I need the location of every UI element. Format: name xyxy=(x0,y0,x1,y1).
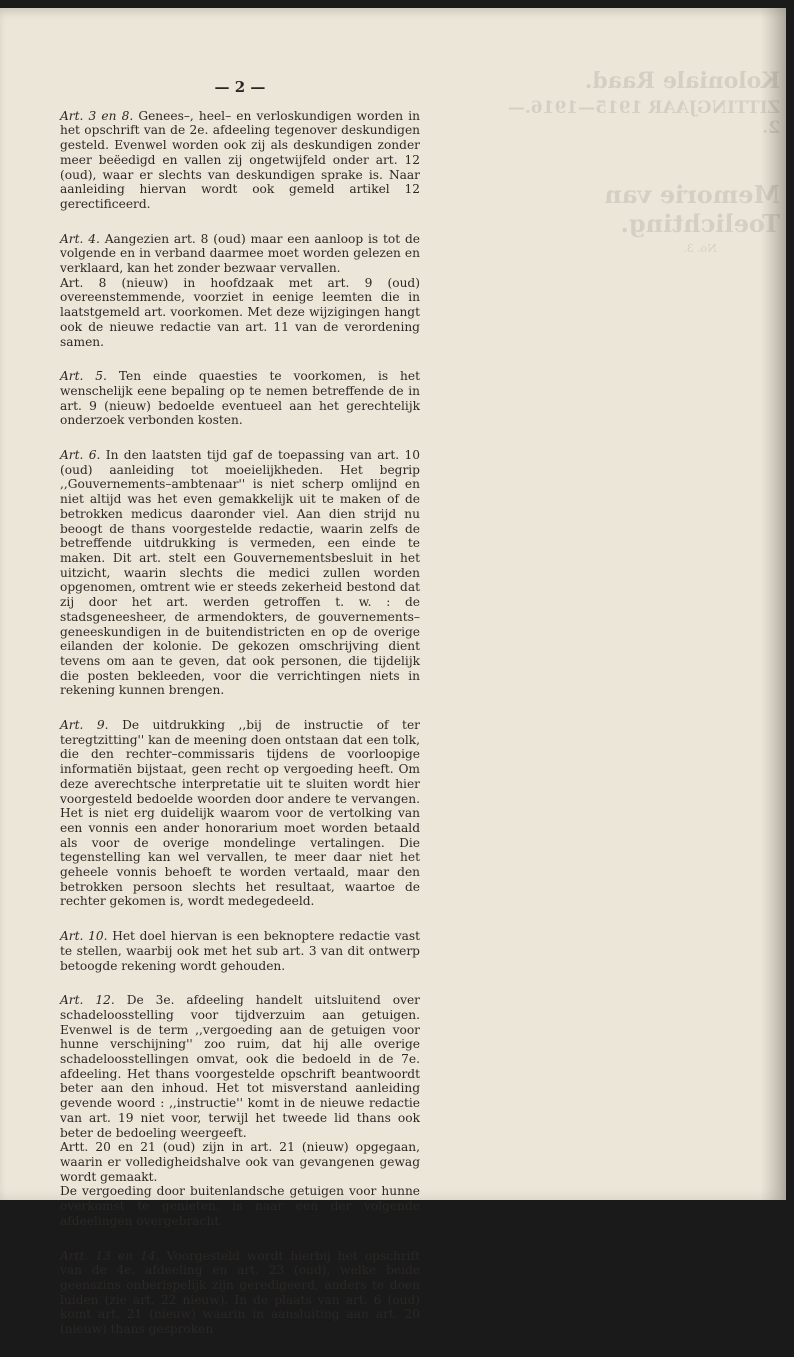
article-label: Artt. 13 en 14. xyxy=(60,1248,160,1263)
article-paragraph xyxy=(60,993,420,1228)
article-continuation: De vergoeding door buitenlandsche getuigen voor hunne overkomst te genieten, is naar een der volgende afdeelingen overgebracht. xyxy=(60,1184,420,1228)
article-label: Art. 4. xyxy=(60,231,100,246)
bleed-through-text: Koloniale Raad. ZITTINGJAAR 1915—1916.— Memorie van Toelichting. No. 3. xyxy=(507,68,780,255)
article-text: De 3e. afdeeling handelt uitsluitend over schadeloosstelling voor tijdverzuim aan getuigen. Evenwel is de term ,,vergoeding aan de getuigen voor hunne verschijning'' zoo ruim, dat hij alle overige schadeloosstellingen omvat, ook die bedoeld in de 7e. afdeeling. Het thans voorgestelde opschrift beantwoordt beter aan den inhoud. Het tot misverstand aanleiding gevende woord : ,,instructie'' komt in de nieuwe redactie van art. 19 niet voor, terwijl het tweede lid thans ook beter de bedoeling weergeeft. xyxy=(60,993,421,1140)
page-number: — 2 — xyxy=(214,78,266,96)
article-paragraph xyxy=(60,232,420,350)
article-label: Art. 12. xyxy=(60,993,115,1008)
article-label: Art. 9. xyxy=(60,718,109,733)
article-text: Genees–, heel– en verloskundigen worden in het opschrift van de 2e. afdeeling tegenover deskundigen gesteld. Evenwel worden ook zij als deskundigen zonder meer beëedigd en vallen zij ongetwijfeld onder art. 12 (oud), waar er slechts van deskundigen sprake is. Naar aanleiding hiervan wordt ook gemeld artikel 12 gerectificeerd. xyxy=(60,108,420,211)
article-paragraph xyxy=(60,448,420,698)
article-paragraph xyxy=(60,369,420,428)
article-label: Art. 6. xyxy=(60,448,101,463)
article-label: Art. 5. xyxy=(60,369,107,384)
article-label: Art. 10. xyxy=(60,929,108,944)
article-text: Het doel hiervan is een beknoptere redactie vast te stellen, waarbij ook met het sub art. 3 van dit ontwerp betoogde rekening wordt gehouden. xyxy=(60,929,421,973)
article-paragraph xyxy=(60,718,420,909)
article-continuation: Artt. 20 en 21 (oud) zijn in art. 21 (nieuw) opgegaan, waarin er volledigheidshalve ook van gevangenen gewag wordt gemaakt. xyxy=(60,1140,420,1184)
article-label: Art. 3 en 8. xyxy=(60,108,134,123)
article-text: Ten einde quaesties te voorkomen, is het wenschelijk eene bepaling op te nemen betreffende de in art. 9 (nieuw) bedoelde eventueel aan het gerechtelijk onderzoek verbonden kosten. xyxy=(60,369,421,428)
article-continuation: Art. 8 (nieuw) in hoofdzaak met art. 9 (oud) overeenstemmende, voorziet in eenige leemten die in laatstgemeld art. voorkomen. Met deze wijzigingen hangt ook de nieuwe redactie van art. 11 van de verordening samen. xyxy=(60,275,420,349)
article-text: De uitdrukking ,,bij de instructie of ter teregtzitting'' kan de meening doen ontstaan dat een tolk, die den rechter–commissaris tijdens de voorloopige informatiën bijstaat, geen recht op vergoeding heeft. Om deze averechtsche interpretatie uit te sluiten wordt hier voorgesteld bedoelde woorden door andere te vervangen. Het is niet erg duidelijk waarom voor de vertolking van een vonnis een ander honorarium moet worden betaald als voor de overige mondelinge vertalingen. Die tegenstelling kan wel vervallen, te meer daar niet het geheele vonnis behoeft te worden vertaald, maar den betrokken persoon slechts het resultaat, waartoe de rechter gekomen is, wordt medegedeeld. xyxy=(60,718,420,909)
document-page xyxy=(0,8,786,1337)
article-text: In den laatsten tijd gaf de toepassing van art. 10 (oud) aanleiding tot moeielijkheden. Het begrip ,,Gouvernements–ambtenaar'' is niet scherp omlijnd en niet altijd was het even gemakkelijk uit te maken of de betrokken medicus daaronder viel. Aan dien strijd nu beoogt de thans voorgestelde redactie, waarin zelfs de betreffende uitdrukking is vermeden, een einde te maken. Dit art. stelt een Gouvernementsbesluit in het uitzicht, waarin slechts die medici zullen worden opgenomen, omtrent wie er steeds zekerheid bestond dat zij door het art. werden getroffen t. w. : de stadsgeneesheer, de armendokters, de gouvernements–geneeskundigen in de buitendistricten en op de overige eilanden der kolonie. De gekozen omschrijving dient tevens om aan te geven, dat ook personen, die tijdelijk die posten bekleeden, voor die verrichtingen niets in rekening kunnen brengen. xyxy=(60,448,420,698)
document-body xyxy=(60,80,420,1357)
page-edge-shadow xyxy=(760,8,786,1200)
article-text: Voorgesteld wordt hierbij het opschrift van de 4e. afdeeling en art. 23 (oud), welke beide geenszins onberispelijk zijn geredigeerd, anders te doen luiden (zie art. 22 nieuw). In de plaats van art. 6 (oud) komt art. 21 (nieuw) waarin in aansluiting aan art. 20 (nieuw) thans gesproken xyxy=(60,1248,421,1337)
article-text: Aangezien art. 8 (oud) maar een aanloop is tot de volgende en in verband daarmee moet worden gelezen en verklaard, kan het zonder bezwaar vervallen. xyxy=(60,231,421,276)
article-paragraph xyxy=(60,1249,420,1337)
article-paragraph xyxy=(60,109,420,212)
article-paragraph xyxy=(60,929,420,973)
